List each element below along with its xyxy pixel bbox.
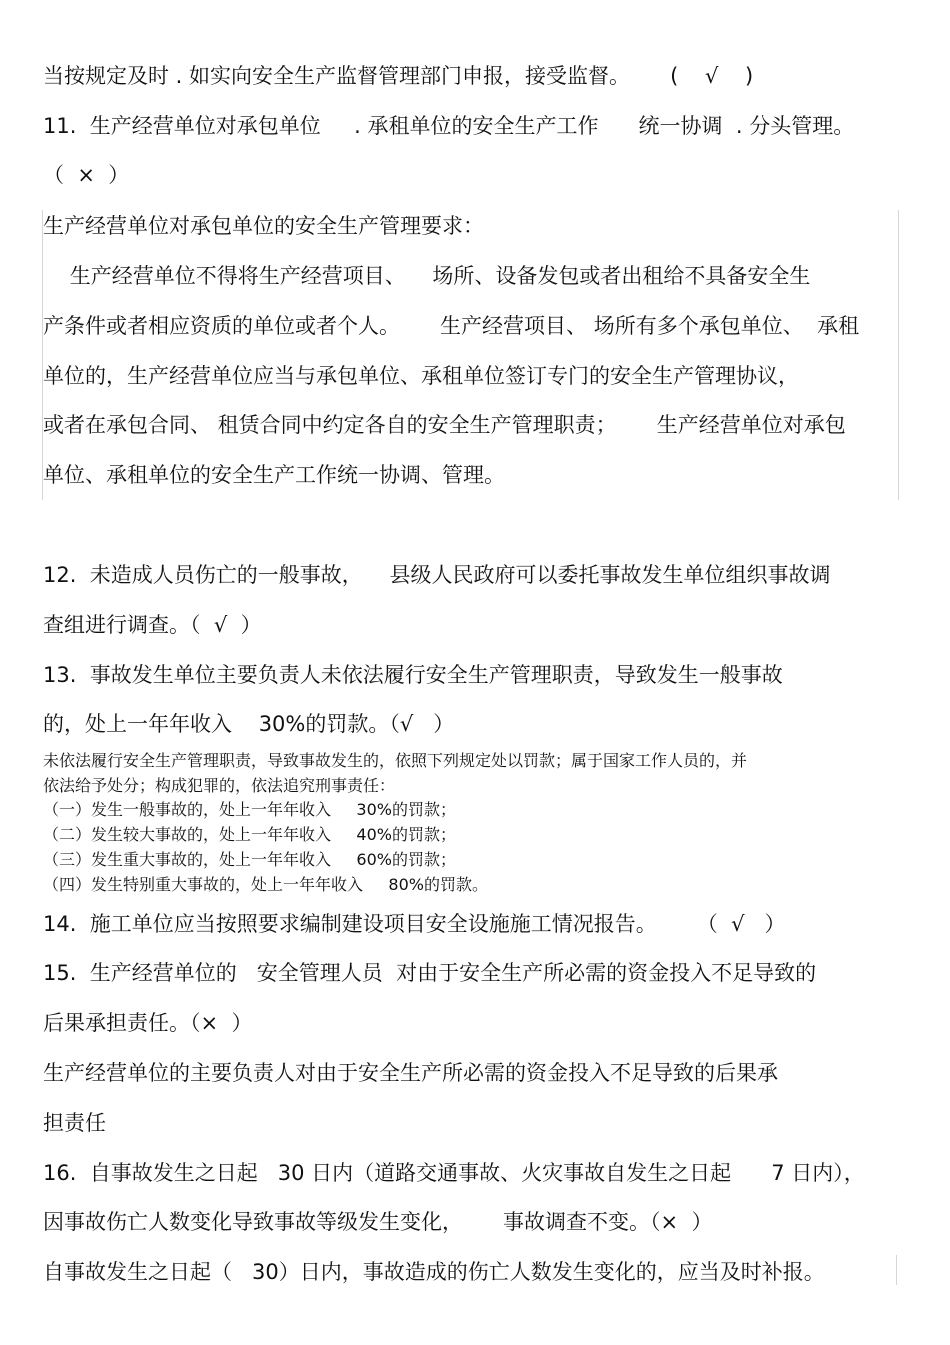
explanation-heading: 生产经营单位对承包单位的安全生产管理要求： <box>43 214 484 238</box>
note-line: （三）发生重大事故的，处上一年年收入 60%的罚款； <box>43 850 456 869</box>
question-16: 16. 自事故发生之日起 30 日内（道路交通事故、火灾事故自发生之日起 7 日内）， <box>43 1161 865 1185</box>
explanation-line: 自事故发生之日起（ 30）日内，事故造成的伤亡人数发生变化的，应当及时补报。 <box>43 1260 825 1284</box>
explanation-line: 生产经营单位的主要负责人对由于安全生产所必需的资金投入不足导致的后果承 <box>43 1061 778 1085</box>
note-line: 依法给予处分；构成犯罪的，依法追究刑事责任： <box>43 776 396 795</box>
question-13: 13. 事故发生单位主要负责人未依法履行安全生产管理职责，导致发生一般事故 <box>43 663 783 687</box>
question-12-cont: 查组进行调查。（ √ ） <box>43 613 262 637</box>
question-16-cont: 因事故伤亡人数变化导致事故等级发生变化， 事故调查不变。（× ） <box>43 1210 713 1234</box>
explanation-line: 单位、承租单位的安全生产工作统一协调、管理。 <box>43 463 505 487</box>
question-13-cont: 的，处上一年年收入 30%的罚款。（√ ） <box>43 712 455 736</box>
question-11: 11. 生产经营单位对承包单位 . 承租单位的安全生产工作 统一协调 . 分头管理。 <box>43 114 855 138</box>
note-line: （四）发生特别重大事故的，处上一年年收入 80%的罚款。 <box>43 875 488 894</box>
page-border-left <box>42 210 43 500</box>
page-border-right-lower <box>896 1255 897 1285</box>
question-14: 14. 施工单位应当按照要求编制建设项目安全设施施工情况报告。 （ √ ） <box>43 912 786 936</box>
question-15: 15. 生产经营单位的 安全管理人员 对由于安全生产所必需的资金投入不足导致的 <box>43 961 817 985</box>
question-12: 12. 未造成人员伤亡的一般事故， 县级人民政府可以委托事故发生单位组织事故调 <box>43 563 831 587</box>
question-15-cont: 后果承担责任。（× ） <box>43 1011 253 1035</box>
explanation-line: 单位的，生产经营单位应当与承包单位、承租单位签订专门的安全生产管理协议， <box>43 364 799 388</box>
note-line: 未依法履行安全生产管理职责，导致事故发生的，依照下列规定处以罚款；属于国家工作人员的，并 <box>43 751 748 770</box>
note-line: （二）发生较大事故的，处上一年年收入 40%的罚款； <box>43 825 456 844</box>
page-border-right <box>898 210 899 500</box>
text-line: 当按规定及时 . 如实向安全生产监督管理部门申报，接受监督。 ( √ ) <box>43 64 754 88</box>
explanation-line: 生产经营单位不得将生产经营项目、 场所、设备发包或者出租给不具备安全生 <box>43 264 811 288</box>
explanation-line: 产条件或者相应资质的单位或者个人。 生产经营项目、 场所有多个承包单位、 承租 <box>43 314 860 338</box>
explanation-line: 或者在承包合同、 租赁合同中约定各自的安全生产管理职责； 生产经营单位对承包 <box>43 413 846 437</box>
note-line: （一）发生一般事故的，处上一年年收入 30%的罚款； <box>43 800 456 819</box>
answer-11: （ × ） <box>43 163 130 187</box>
explanation-line: 担责任 <box>43 1111 106 1135</box>
